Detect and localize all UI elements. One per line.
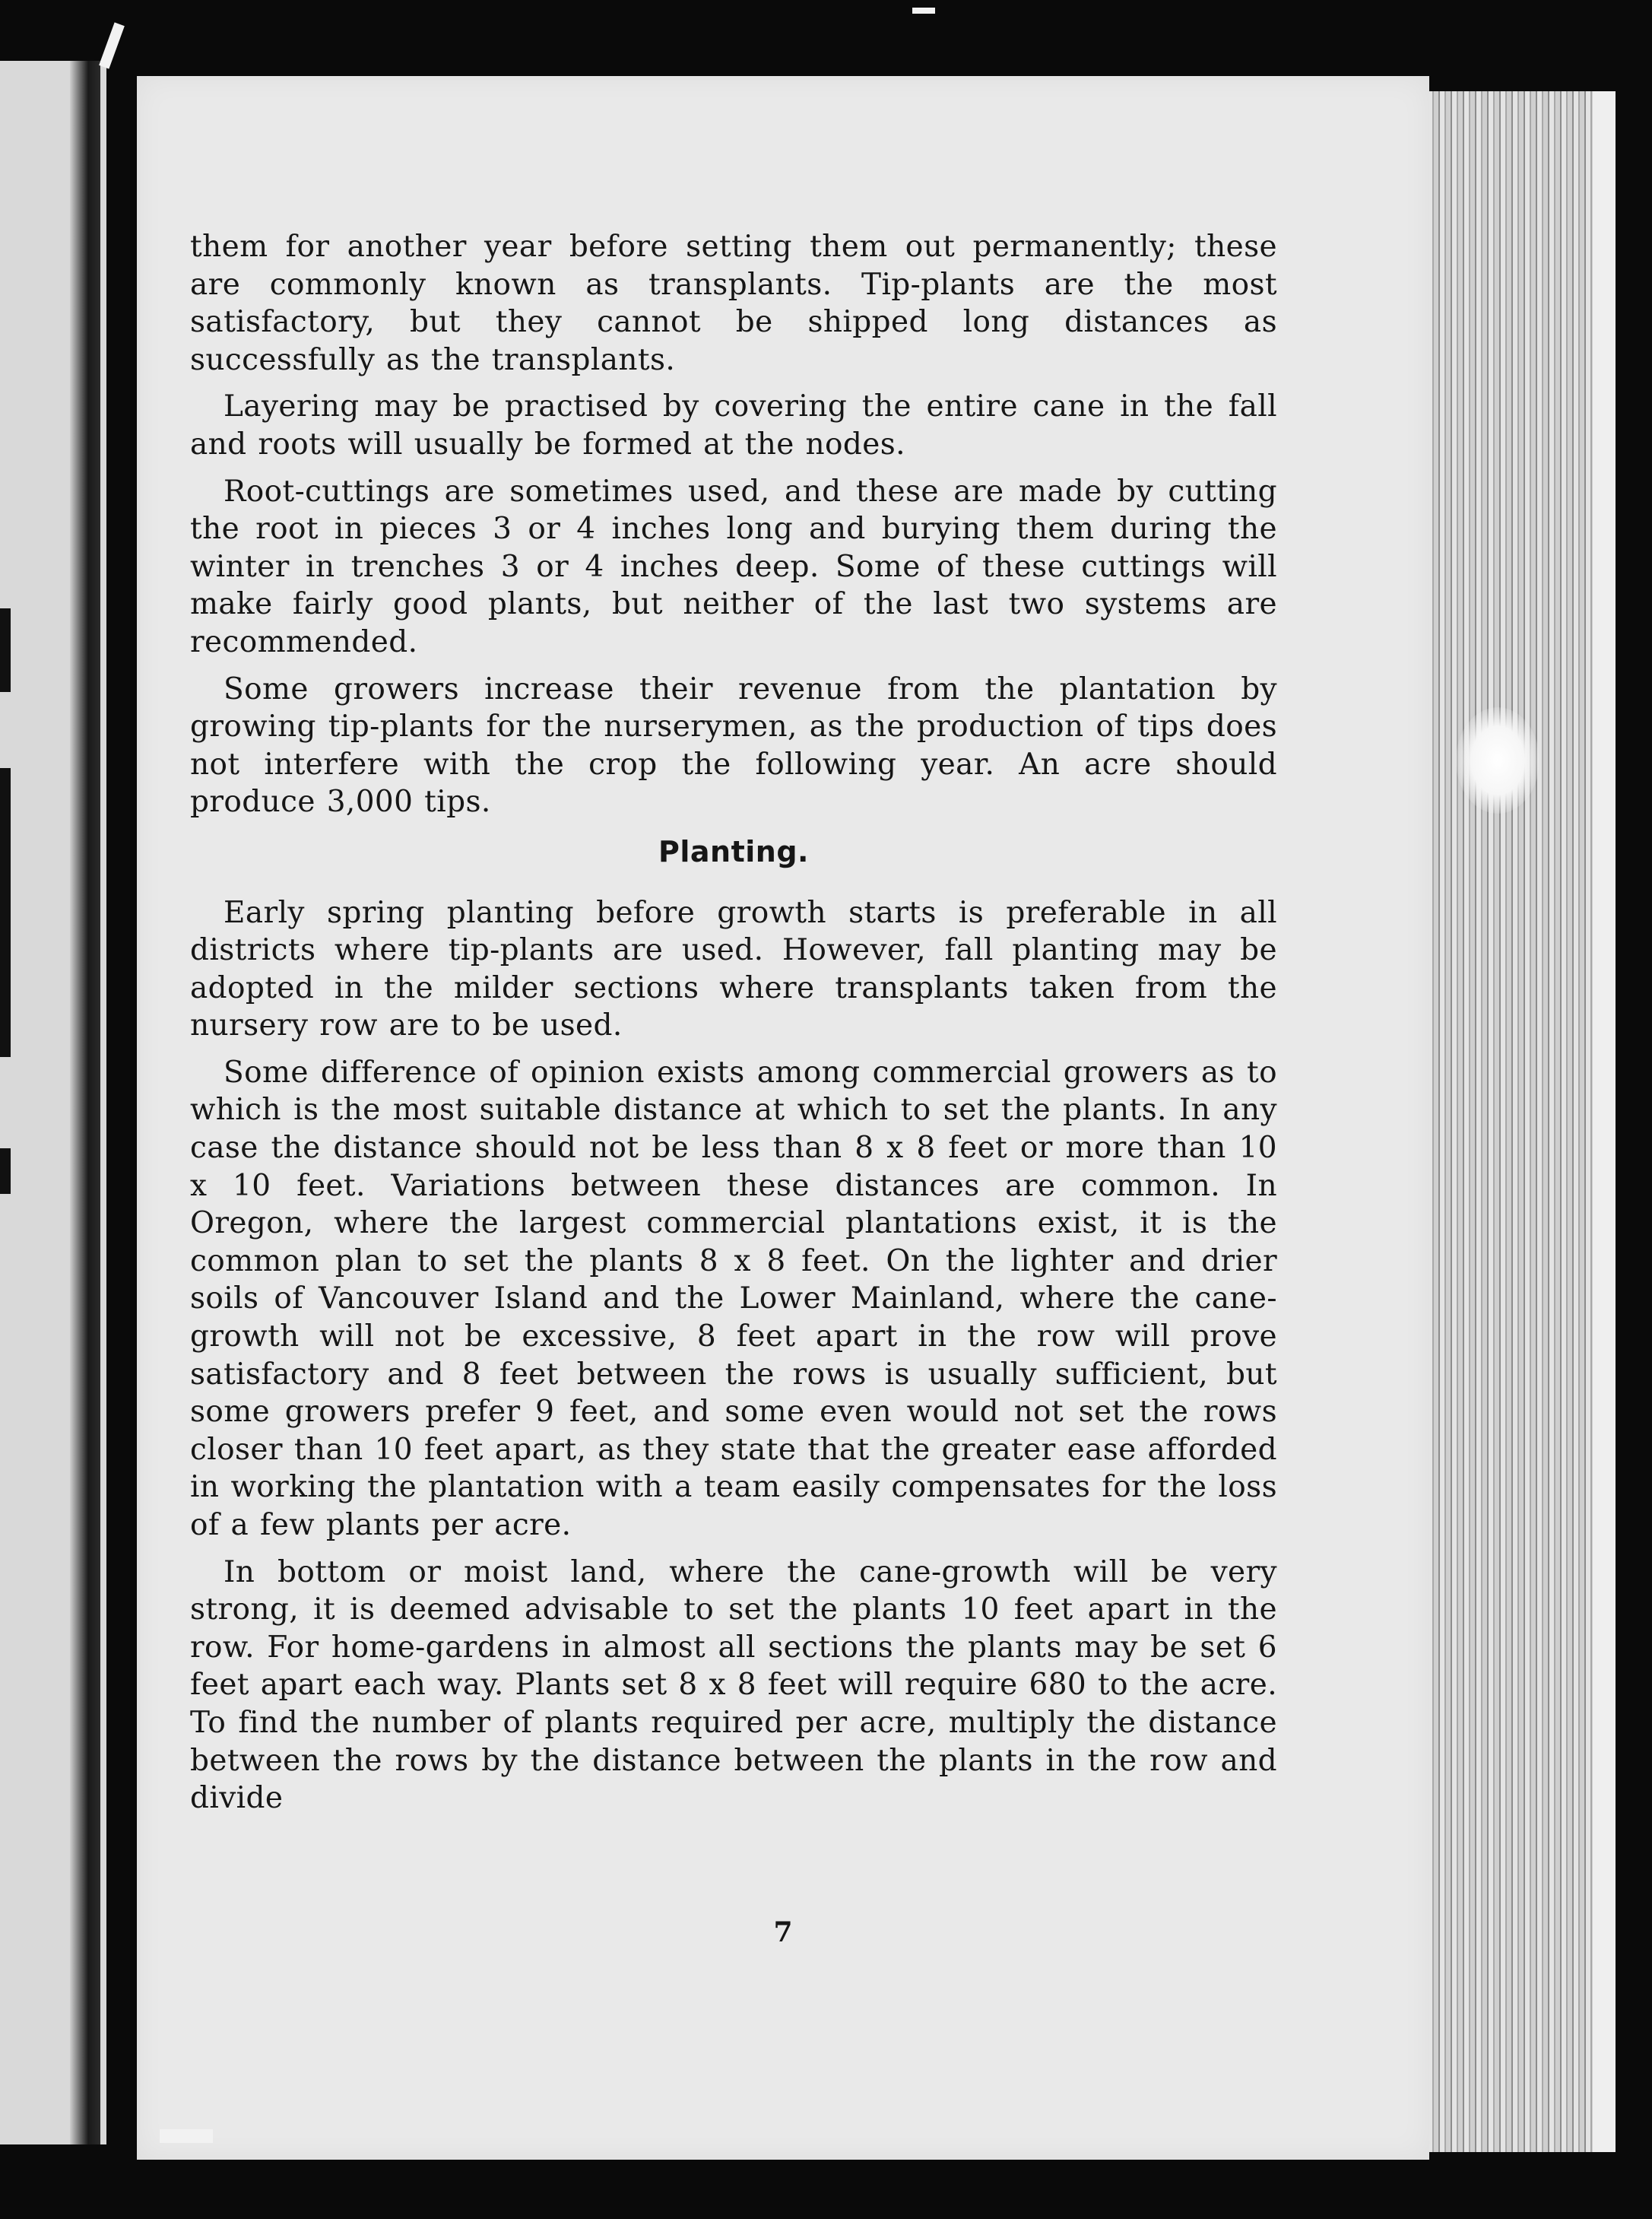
stacked-page-edges	[1422, 91, 1616, 2152]
scan-dust	[160, 2129, 213, 2143]
ink-mark	[0, 608, 11, 692]
previous-page-edge	[0, 61, 106, 2144]
paragraph-spring-planting: Early spring planting before growth starts is preferable in all districts where tip-plants are used. However, fall planting may be adopted in the milder sections where transplants taken from the nursery row are to be used.	[190, 895, 1277, 1043]
book-page	[137, 76, 1429, 2160]
paragraph-planting-distance: Some difference of opinion exists among commercial growers as to which is the most suitable distance at which to set the plants. In any case the distance should not be less than 8 x 8 feet or more than 10 x 10 feet. Variations between these distances are common. In Oregon, where the largest commercial plantations exist, it is the common plan to set the plants 8 x 8 feet. On the lighter and drier soils of Vancouver Island and the Lower Mainland, where the cane-growth will not be excessive, 8 feet apart in the row will prove satisfactory and 8 feet between the rows is usually sufficient, but some growers prefer 9 feet, and some even would not set the rows closer than 10 feet apart, as they state that the greater ease afforded in working the plantation with a team easily compensates for the loss of a few plants per acre.	[190, 1055, 1277, 1542]
page-body-text	[190, 228, 1277, 1827]
paper-smudge	[1456, 707, 1539, 814]
page-number: 7	[773, 1916, 793, 1948]
outer-page-edge	[1593, 91, 1616, 2152]
paragraph-root-cuttings: Root-cuttings are sometimes used, and these are made by cutting the root in pieces 3 or 4 inches long and burying them during the winter in trenches 3 or 4 inches deep. Some of these cuttings will make fairly good plants, but neither of the last two systems are recommended.	[190, 474, 1277, 659]
scan-dust	[912, 8, 935, 14]
paragraph-layering: Layering may be practised by covering the entire cane in the fall and roots will usually be formed at the nodes.	[190, 389, 1277, 462]
section-heading: Planting.	[658, 834, 809, 868]
scan-dust	[99, 22, 125, 68]
paragraph-continuation: them for another year before setting them out permanently; these are commonly known as transplants. Tip-plants are the most satisfactory, but they cannot be shipped long distances as successfully as the transplants.	[190, 230, 1277, 377]
paragraph-tip-plants: Some growers increase their revenue from the plantation by growing tip-plants for the nurserymen, as the production of tips does not interfere with the crop the following year. An acre should produce 3,000 tips.	[190, 671, 1277, 820]
book-gutter	[70, 61, 100, 2144]
ink-mark	[0, 768, 11, 1057]
paragraph-bottom-land: In bottom or moist land, where the cane-growth will be very strong, it is deemed advisable to set the plants 10 feet apart in the row. For home-gardens in almost all sections the plants may be set 6 feet apart each way. Plants set 8 x 8 feet will require 680 to the acre. To find the number of plants required per acre, multiply the distance between the rows by the distance between the plants in the row and divide	[190, 1554, 1277, 1816]
ink-mark	[0, 1148, 11, 1194]
